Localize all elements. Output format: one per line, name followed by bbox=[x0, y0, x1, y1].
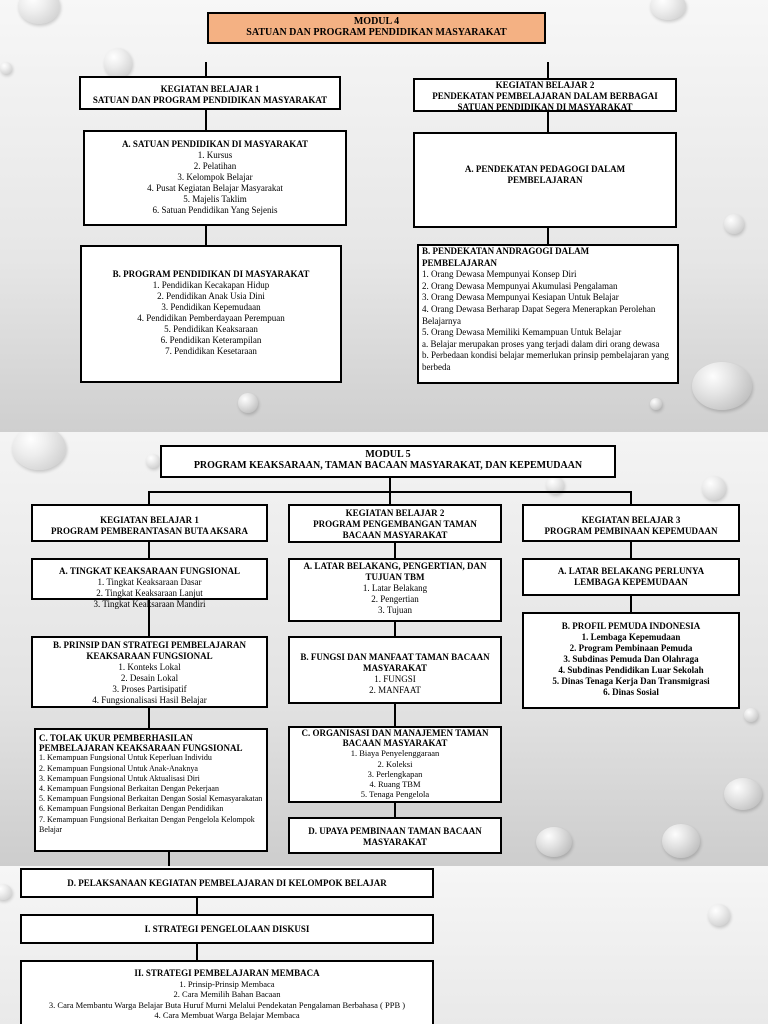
water-drop bbox=[238, 393, 258, 413]
m4-pendekatan-pedagogi-box: A. PENDEKATAN PEDAGOGI DALAM PEMBELAJARAN bbox=[413, 132, 677, 228]
m5-latar-belakang-kepemudaan-box: A. LATAR BELAKANG PERLUNYA LEMBAGA KEPEMUDAAN bbox=[522, 558, 740, 596]
water-drop bbox=[662, 824, 700, 858]
water-drop bbox=[104, 48, 132, 78]
m4-pendekatan-andragogi-box: B. PENDEKATAN ANDRAGOGI DALAM PEMBELAJARAN 1. Orang Dewasa Mempunyai Konsep Diri 2. Orang Dewasa Mempunyai Akumulasi Pengalaman 3. Orang Dewasa Mempunyai Kesiapan Untuk Belajar 4. Orang Dewasa Berharap Dapat Segera Menerapkan Perolehan Belajarnya 5. Orang Dewasa Memiliki Kemampuan Untuk Belajar a. Belajar merupakan proses yang terjadi dalam diri orang dewasa b. Perbedaan kondisi belajar memerlukan prinsip pembelajaran yang berbeda bbox=[417, 244, 679, 384]
m5-profil-pemuda-box: B. PROFIL PEMUDA INDONESIA 1. Lembaga Kepemudaan 2. Program Pembinaan Pemuda 3. Subdinas Pemuda Dan Olahraga 4. Subdinas Pendidikan Luar Sekolah 5. Dinas Tenaga Kerja Dan Transmigrasi 6. Dinas Sosial bbox=[522, 612, 740, 709]
m5-kegiatan-belajar-2: KEGIATAN BELAJAR 2 PROGRAM PENGEMBANGAN TAMAN BACAAN MASYARAKAT bbox=[288, 504, 502, 543]
water-drop bbox=[0, 884, 12, 900]
m5-organisasi-manajemen-box: C. ORGANISASI DAN MANAJEMEN TAMAN BACAAN MASYARAKAT 1. Biaya Penyelenggaraan 2. Koleksi 3. Perlengkapan 4. Ruang TBM 5. Tenaga Pengelola bbox=[288, 726, 502, 803]
pelaksanaan-kegiatan-box: D. PELAKSANAAN KEGIATAN PEMBELAJARAN DI KELOMPOK BELAJAR bbox=[20, 868, 434, 898]
water-drop bbox=[146, 454, 160, 468]
m4-program-pendidikan-box: B. PROGRAM PENDIDIKAN DI MASYARAKAT 1. Pendidikan Kecakapan Hidup 2. Pendidikan Anak Usia Dini 3. Pendidikan Kepemudaan 4. Pendidikan Pemberdayaan Perempuan 5. Pendidikan Keaksaraan 6. Pendidikan Keterampilan 7. Pendidikan Kesetaraan bbox=[80, 245, 342, 383]
m5-tolak-ukur-box: C. TOLAK UKUR PEMBERHASILAN PEMBELAJARAN KEAKSARAAN FUNGSIONAL 1. Kemampuan Fungsional Untuk Keperluan Individu 2. Kemampuan Fungsional Untuk Anak-Anaknya 3. Kemampuan Fungsional Untuk Aktualisasi Diri 4. Kemampuan Fungsional Berkaitan Dengan Pekerjaan 5. Kemampuan Fungsional Berkaitan Dengan Sosial Kemasyarakatan 6. Kemampuan Fungsional Berkaitan Dengan Pendidikan 7. Kemampuan Fungsional Berkaitan Dengan Pengelola Kelompok Belajar bbox=[34, 728, 268, 852]
m5-tingkat-keaksaraan-box: A. TINGKAT KEAKSARAAN FUNGSIONAL 1. Tingkat Keaksaraan Dasar 2. Tingkat Keaksaraan Lanjut 3. Tingkat Keaksaraan Mandiri bbox=[31, 558, 268, 600]
m5-kegiatan-belajar-3: KEGIATAN BELAJAR 3 PROGRAM PEMBINAAN KEPEMUDAAN bbox=[522, 504, 740, 542]
strategi-membaca-box: II. STRATEGI PEMBELAJARAN MEMBACA 1. Prinsip-Prinsip Membaca 2. Cara Memilih Bahan Bacaan 3. Cara Membantu Warga Belajar Buta Huruf Murni Melalui Pendekatan Pengalaman Berbahasa ( PPB ) 4. Cara Membuat Warga Belajar Membaca bbox=[20, 960, 434, 1024]
modul-5-header: MODUL 5 PROGRAM KEAKSARAAN, TAMAN BACAAN MASYARAKAT, DAN KEPEMUDAAN bbox=[160, 445, 616, 478]
m4-kegiatan-belajar-2: KEGIATAN BELAJAR 2 PENDEKATAN PEMBELAJARAN DALAM BERBAGAI SATUAN PENDIDIKAN DI MASYARAKAT bbox=[413, 78, 677, 112]
water-drop bbox=[724, 214, 744, 234]
water-drop bbox=[724, 778, 762, 810]
water-drop bbox=[18, 0, 60, 24]
m5-kegiatan-belajar-1: KEGIATAN BELAJAR 1 PROGRAM PEMBERANTASAN BUTA AKSARA bbox=[31, 504, 268, 542]
slide-modul-5 bbox=[0, 432, 768, 866]
m5-fungsi-manfaat-box: B. FUNGSI DAN MANFAAT TAMAN BACAAN MASYARAKAT 1. FUNGSI 2. MANFAAT bbox=[288, 636, 502, 704]
m5-upaya-pembinaan-box: D. UPAYA PEMBINAAN TAMAN BACAAN MASYARAKAT bbox=[288, 817, 502, 854]
m4-satuan-pendidikan-box: A. SATUAN PENDIDIKAN DI MASYARAKAT 1. Kursus 2. Pelatihan 3. Kelompok Belajar 4. Pusat Kegiatan Belajar Masyarakat 5. Majelis Taklim 6. Satuan Pendidikan Yang Sejenis bbox=[83, 130, 347, 226]
water-drop bbox=[0, 62, 12, 74]
m4-kegiatan-belajar-1: KEGIATAN BELAJAR 1 SATUAN DAN PROGRAM PENDIDIKAN MASYARAKAT bbox=[79, 76, 341, 110]
m5-prinsip-strategi-box: B. PRINSIP DAN STRATEGI PEMBELAJARAN KEAKSARAAN FUNGSIONAL 1. Konteks Lokal 2. Desain Lokal 3. Proses Partisipatif 4. Fungsionalisasi Hasil Belajar bbox=[31, 636, 268, 708]
slide-pelaksanaan bbox=[0, 866, 768, 1024]
water-drop bbox=[650, 398, 662, 410]
slide-modul-4 bbox=[0, 0, 768, 432]
water-drop bbox=[708, 904, 730, 926]
water-drop bbox=[650, 0, 686, 20]
water-drop bbox=[536, 827, 572, 857]
water-drop bbox=[744, 708, 758, 722]
modul-4-header: MODUL 4 SATUAN DAN PROGRAM PENDIDIKAN MASYARAKAT bbox=[207, 12, 546, 44]
water-drop bbox=[12, 432, 66, 470]
water-drop bbox=[692, 362, 752, 410]
strategi-diskusi-box: I. STRATEGI PENGELOLAAN DISKUSI bbox=[20, 914, 434, 944]
m5-latar-belakang-tbm-box: A. LATAR BELAKANG, PENGERTIAN, DAN TUJUAN TBM 1. Latar Belakang 2. Pengertian 3. Tujuan bbox=[288, 558, 502, 622]
water-drop bbox=[702, 476, 726, 500]
